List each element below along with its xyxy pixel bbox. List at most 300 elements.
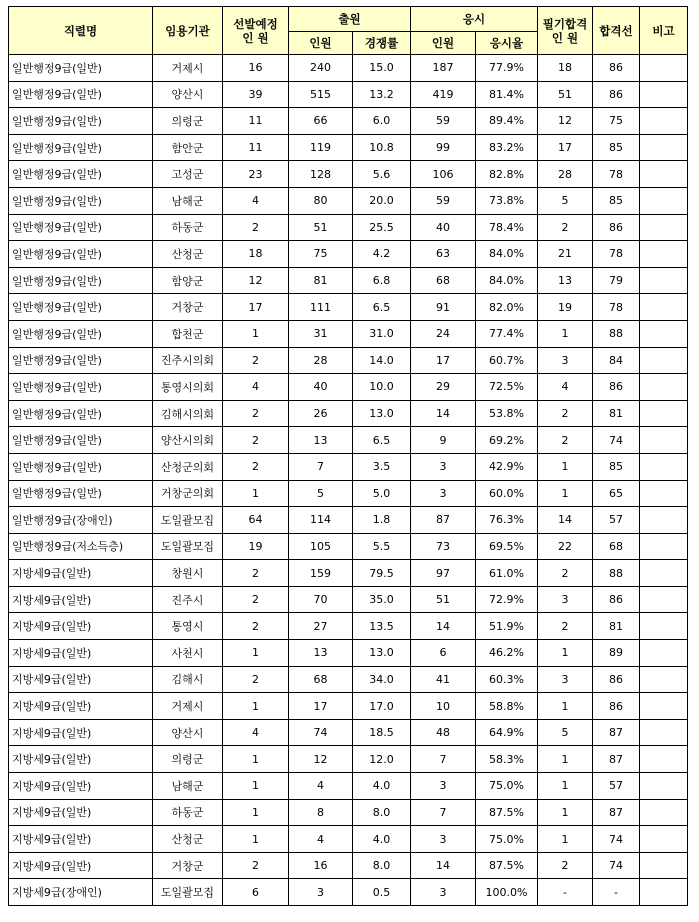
cell-applied-count: 80 — [289, 187, 353, 214]
cell-cutoff: 86 — [593, 81, 640, 108]
cell-applied-count: 51 — [289, 214, 353, 241]
cell-note — [640, 81, 688, 108]
cell-planned: 2 — [223, 586, 289, 613]
cell-agency: 거제시 — [153, 693, 223, 720]
cell-applied-count: 4 — [289, 773, 353, 800]
cell-competition: 4.0 — [353, 826, 411, 853]
table-row — [9, 214, 688, 241]
cell-cutoff: 78 — [593, 161, 640, 188]
cell-passed: 1 — [538, 799, 593, 826]
cell-note — [640, 852, 688, 879]
cell-took-rate: 83.2% — [476, 134, 538, 161]
cell-competition: 15.0 — [353, 55, 411, 82]
cell-took-count: 73 — [411, 533, 476, 560]
cell-planned: 2 — [223, 347, 289, 374]
cell-competition: 5.6 — [353, 161, 411, 188]
cell-took-count: 29 — [411, 374, 476, 401]
cell-agency: 의령군 — [153, 108, 223, 135]
cell-agency: 진주시 — [153, 586, 223, 613]
cell-cutoff: 86 — [593, 586, 640, 613]
cell-planned: 2 — [223, 400, 289, 427]
header-passed-line1: 필기합격 — [542, 16, 588, 31]
cell-planned: 1 — [223, 320, 289, 347]
cell-job: 일반행정9급(일반) — [9, 81, 153, 108]
cell-took-count: 99 — [411, 134, 476, 161]
cell-planned: 1 — [223, 826, 289, 853]
cell-job: 지방세9급(일반) — [9, 693, 153, 720]
cell-cutoff: 78 — [593, 241, 640, 268]
cell-planned: 6 — [223, 879, 289, 906]
table-row — [9, 533, 688, 560]
cell-passed: 1 — [538, 453, 593, 480]
cell-took-rate: 64.9% — [476, 719, 538, 746]
header-note: 비고 — [640, 7, 688, 55]
cell-job: 지방세9급(일반) — [9, 746, 153, 773]
cell-competition: 8.0 — [353, 852, 411, 879]
cell-took-count: 106 — [411, 161, 476, 188]
table-row — [9, 347, 688, 374]
cell-took-rate: 73.8% — [476, 187, 538, 214]
cell-agency: 진주시의회 — [153, 347, 223, 374]
cell-planned: 1 — [223, 773, 289, 800]
cell-agency: 사천시 — [153, 640, 223, 667]
cell-applied-count: 27 — [289, 613, 353, 640]
cell-passed: 51 — [538, 81, 593, 108]
cell-agency: 도일괄모집 — [153, 879, 223, 906]
cell-job: 일반행정9급(일반) — [9, 108, 153, 135]
cell-cutoff: 68 — [593, 533, 640, 560]
table-row — [9, 400, 688, 427]
cell-job: 지방세9급(일반) — [9, 640, 153, 667]
cell-job: 지방세9급(일반) — [9, 799, 153, 826]
cell-applied-count: 4 — [289, 826, 353, 853]
cell-cutoff: 86 — [593, 214, 640, 241]
cell-took-rate: 42.9% — [476, 453, 538, 480]
cell-competition: 20.0 — [353, 187, 411, 214]
cell-note — [640, 826, 688, 853]
cell-planned: 11 — [223, 134, 289, 161]
table-row — [9, 746, 688, 773]
cell-cutoff: 86 — [593, 693, 640, 720]
table-row — [9, 320, 688, 347]
cell-job: 일반행정9급(일반) — [9, 453, 153, 480]
cell-planned: 2 — [223, 453, 289, 480]
cell-planned: 23 — [223, 161, 289, 188]
header-took-count: 인원 — [411, 32, 476, 55]
cell-job: 일반행정9급(일반) — [9, 347, 153, 374]
cell-job: 지방세9급(일반) — [9, 826, 153, 853]
cell-took-rate: 87.5% — [476, 852, 538, 879]
table-row — [9, 81, 688, 108]
cell-note — [640, 134, 688, 161]
cell-note — [640, 427, 688, 454]
cell-agency: 거창군 — [153, 852, 223, 879]
header-applied: 출원 — [289, 7, 411, 32]
header-agency: 임용기관 — [153, 7, 223, 55]
cell-job: 일반행정9급(일반) — [9, 374, 153, 401]
cell-agency: 남해군 — [153, 187, 223, 214]
table-row — [9, 693, 688, 720]
cell-applied-count: 515 — [289, 81, 353, 108]
cell-agency: 합천군 — [153, 320, 223, 347]
cell-passed: 17 — [538, 134, 593, 161]
cell-cutoff: 87 — [593, 746, 640, 773]
table-row — [9, 613, 688, 640]
cell-agency: 양산시의회 — [153, 427, 223, 454]
cell-cutoff: 74 — [593, 826, 640, 853]
cell-note — [640, 400, 688, 427]
cell-agency: 산청군의회 — [153, 453, 223, 480]
cell-applied-count: 114 — [289, 507, 353, 534]
cell-took-count: 40 — [411, 214, 476, 241]
cell-took-rate: 72.5% — [476, 374, 538, 401]
cell-job: 일반행정9급(일반) — [9, 267, 153, 294]
table-row — [9, 55, 688, 82]
cell-passed: 3 — [538, 586, 593, 613]
cell-planned: 2 — [223, 852, 289, 879]
cell-took-rate: 53.8% — [476, 400, 538, 427]
cell-applied-count: 12 — [289, 746, 353, 773]
cell-competition: 4.2 — [353, 241, 411, 268]
cell-job: 일반행정9급(일반) — [9, 427, 153, 454]
cell-planned: 4 — [223, 187, 289, 214]
cell-took-count: 7 — [411, 799, 476, 826]
cell-took-count: 87 — [411, 507, 476, 534]
cell-competition: 6.0 — [353, 108, 411, 135]
cell-applied-count: 159 — [289, 560, 353, 587]
header-took: 응시 — [411, 7, 538, 32]
cell-passed: 5 — [538, 719, 593, 746]
cell-cutoff: 86 — [593, 374, 640, 401]
cell-applied-count: 17 — [289, 693, 353, 720]
cell-competition: 5.5 — [353, 533, 411, 560]
table-row — [9, 453, 688, 480]
cell-applied-count: 70 — [289, 586, 353, 613]
cell-applied-count: 75 — [289, 241, 353, 268]
cell-agency: 도일괄모집 — [153, 533, 223, 560]
cell-passed: 2 — [538, 852, 593, 879]
table-row — [9, 427, 688, 454]
cell-note — [640, 480, 688, 507]
cell-took-count: 10 — [411, 693, 476, 720]
cell-job: 지방세9급(일반) — [9, 852, 153, 879]
header-job: 직렬명 — [9, 7, 153, 55]
header-cutoff: 합격선 — [593, 7, 640, 55]
cell-job: 지방세9급(일반) — [9, 586, 153, 613]
cell-cutoff: 89 — [593, 640, 640, 667]
cell-passed: 1 — [538, 320, 593, 347]
cell-competition: 17.0 — [353, 693, 411, 720]
cell-planned: 2 — [223, 214, 289, 241]
table-row — [9, 294, 688, 321]
cell-took-rate: 77.4% — [476, 320, 538, 347]
table-row — [9, 241, 688, 268]
cell-competition: 13.5 — [353, 613, 411, 640]
cell-passed: 3 — [538, 347, 593, 374]
cell-note — [640, 640, 688, 667]
cell-cutoff: 81 — [593, 613, 640, 640]
cell-passed: 19 — [538, 294, 593, 321]
cell-job: 지방세9급(일반) — [9, 666, 153, 693]
cell-planned: 1 — [223, 480, 289, 507]
cell-applied-count: 28 — [289, 347, 353, 374]
cell-job: 일반행정9급(일반) — [9, 400, 153, 427]
cell-planned: 2 — [223, 560, 289, 587]
cell-applied-count: 74 — [289, 719, 353, 746]
cell-applied-count: 8 — [289, 799, 353, 826]
cell-planned: 1 — [223, 746, 289, 773]
cell-took-count: 3 — [411, 480, 476, 507]
cell-competition: 6.5 — [353, 427, 411, 454]
table-row — [9, 507, 688, 534]
cell-competition: 6.5 — [353, 294, 411, 321]
cell-job: 일반행정9급(일반) — [9, 214, 153, 241]
cell-took-count: 68 — [411, 267, 476, 294]
cell-applied-count: 7 — [289, 453, 353, 480]
cell-took-count: 3 — [411, 773, 476, 800]
table-row — [9, 560, 688, 587]
cell-applied-count: 16 — [289, 852, 353, 879]
cell-planned: 4 — [223, 719, 289, 746]
cell-competition: 4.0 — [353, 773, 411, 800]
cell-took-count: 48 — [411, 719, 476, 746]
cell-took-count: 9 — [411, 427, 476, 454]
cell-job: 일반행정9급(일반) — [9, 294, 153, 321]
header-applied-count: 인원 — [289, 32, 353, 55]
cell-job: 일반행정9급(저소득층) — [9, 533, 153, 560]
cell-agency: 남해군 — [153, 773, 223, 800]
cell-note — [640, 613, 688, 640]
cell-planned: 18 — [223, 241, 289, 268]
cell-agency: 하동군 — [153, 214, 223, 241]
cell-job: 일반행정9급(일반) — [9, 480, 153, 507]
cell-took-rate: 58.8% — [476, 693, 538, 720]
cell-note — [640, 773, 688, 800]
cell-passed: 2 — [538, 613, 593, 640]
table-row — [9, 586, 688, 613]
table-row — [9, 640, 688, 667]
cell-cutoff: 85 — [593, 453, 640, 480]
cell-took-count: 59 — [411, 187, 476, 214]
cell-job: 지방세9급(일반) — [9, 773, 153, 800]
cell-applied-count: 119 — [289, 134, 353, 161]
cell-job: 지방세9급(일반) — [9, 560, 153, 587]
cell-note — [640, 453, 688, 480]
cell-competition: 13.0 — [353, 400, 411, 427]
cell-took-rate: 69.2% — [476, 427, 538, 454]
cell-cutoff: 87 — [593, 799, 640, 826]
cell-agency: 김해시의회 — [153, 400, 223, 427]
cell-took-rate: 84.0% — [476, 267, 538, 294]
cell-planned: 39 — [223, 81, 289, 108]
cell-planned: 1 — [223, 693, 289, 720]
cell-passed: 1 — [538, 693, 593, 720]
cell-planned: 4 — [223, 374, 289, 401]
cell-agency: 통영시 — [153, 613, 223, 640]
cell-took-rate: 100.0% — [476, 879, 538, 906]
cell-note — [640, 214, 688, 241]
cell-applied-count: 81 — [289, 267, 353, 294]
cell-agency: 함안군 — [153, 134, 223, 161]
table-row — [9, 161, 688, 188]
cell-note — [640, 267, 688, 294]
cell-cutoff: 81 — [593, 400, 640, 427]
cell-job: 일반행정9급(일반) — [9, 55, 153, 82]
cell-took-count: 41 — [411, 666, 476, 693]
table-row — [9, 267, 688, 294]
cell-planned: 2 — [223, 666, 289, 693]
cell-took-count: 7 — [411, 746, 476, 773]
cell-note — [640, 507, 688, 534]
cell-competition: 1.8 — [353, 507, 411, 534]
cell-took-count: 6 — [411, 640, 476, 667]
cell-competition: 10.0 — [353, 374, 411, 401]
cell-cutoff: 78 — [593, 294, 640, 321]
cell-planned: 1 — [223, 640, 289, 667]
cell-took-count: 14 — [411, 852, 476, 879]
cell-passed: 28 — [538, 161, 593, 188]
cell-job: 일반행정9급(일반) — [9, 187, 153, 214]
cell-cutoff: 74 — [593, 852, 640, 879]
cell-note — [640, 879, 688, 906]
cell-competition: 18.5 — [353, 719, 411, 746]
cell-cutoff: 74 — [593, 427, 640, 454]
cell-agency: 함양군 — [153, 267, 223, 294]
cell-took-rate: 60.7% — [476, 347, 538, 374]
cell-agency: 산청군 — [153, 826, 223, 853]
cell-note — [640, 799, 688, 826]
cell-agency: 양산시 — [153, 719, 223, 746]
cell-note — [640, 586, 688, 613]
cell-passed: 1 — [538, 746, 593, 773]
cell-took-rate: 84.0% — [476, 241, 538, 268]
cell-competition: 25.5 — [353, 214, 411, 241]
cell-note — [640, 533, 688, 560]
cell-competition: 34.0 — [353, 666, 411, 693]
cell-passed: 22 — [538, 533, 593, 560]
cell-agency: 고성군 — [153, 161, 223, 188]
cell-passed: 1 — [538, 640, 593, 667]
table-row — [9, 879, 688, 906]
cell-planned: 17 — [223, 294, 289, 321]
cell-cutoff: 86 — [593, 666, 640, 693]
cell-competition: 10.8 — [353, 134, 411, 161]
table-row — [9, 826, 688, 853]
cell-cutoff: 57 — [593, 507, 640, 534]
cell-took-rate: 75.0% — [476, 826, 538, 853]
header-passed-line2: 인 원 — [551, 30, 579, 45]
cell-took-count: 3 — [411, 879, 476, 906]
cell-job: 일반행정9급(일반) — [9, 320, 153, 347]
table-row — [9, 799, 688, 826]
cell-applied-count: 111 — [289, 294, 353, 321]
cell-passed: - — [538, 879, 593, 906]
cell-agency: 거창군 — [153, 294, 223, 321]
cell-passed: 12 — [538, 108, 593, 135]
cell-note — [640, 294, 688, 321]
cell-took-rate: 82.0% — [476, 294, 538, 321]
cell-note — [640, 187, 688, 214]
table-row — [9, 374, 688, 401]
cell-planned: 11 — [223, 108, 289, 135]
cell-note — [640, 241, 688, 268]
cell-took-count: 14 — [411, 400, 476, 427]
header-planned — [223, 7, 289, 55]
cell-took-count: 59 — [411, 108, 476, 135]
cell-job: 일반행정9급(장애인) — [9, 507, 153, 534]
cell-note — [640, 666, 688, 693]
cell-job: 일반행정9급(일반) — [9, 241, 153, 268]
cell-competition: 14.0 — [353, 347, 411, 374]
cell-took-rate: 87.5% — [476, 799, 538, 826]
header-took-rate: 응시율 — [476, 32, 538, 55]
cell-took-rate: 60.3% — [476, 666, 538, 693]
cell-note — [640, 161, 688, 188]
cell-note — [640, 108, 688, 135]
cell-passed: 2 — [538, 560, 593, 587]
cell-took-count: 91 — [411, 294, 476, 321]
cell-passed: 18 — [538, 55, 593, 82]
cell-took-rate: 61.0% — [476, 560, 538, 587]
cell-competition: 3.5 — [353, 453, 411, 480]
cell-planned: 2 — [223, 613, 289, 640]
cell-took-count: 17 — [411, 347, 476, 374]
cell-took-rate: 75.0% — [476, 773, 538, 800]
cell-planned: 2 — [223, 427, 289, 454]
cell-took-count: 419 — [411, 81, 476, 108]
cell-applied-count: 66 — [289, 108, 353, 135]
cell-cutoff: 85 — [593, 187, 640, 214]
cell-competition: 5.0 — [353, 480, 411, 507]
cell-job: 일반행정9급(일반) — [9, 161, 153, 188]
results-table — [8, 6, 688, 906]
cell-applied-count: 5 — [289, 480, 353, 507]
cell-cutoff: 75 — [593, 108, 640, 135]
cell-took-rate: 89.4% — [476, 108, 538, 135]
table-row — [9, 480, 688, 507]
table-row — [9, 108, 688, 135]
cell-passed: 14 — [538, 507, 593, 534]
cell-took-count: 24 — [411, 320, 476, 347]
cell-took-rate: 72.9% — [476, 586, 538, 613]
cell-took-count: 97 — [411, 560, 476, 587]
cell-job: 지방세9급(일반) — [9, 719, 153, 746]
cell-note — [640, 347, 688, 374]
cell-passed: 5 — [538, 187, 593, 214]
cell-applied-count: 105 — [289, 533, 353, 560]
cell-passed: 1 — [538, 480, 593, 507]
cell-note — [640, 560, 688, 587]
cell-note — [640, 693, 688, 720]
cell-note — [640, 55, 688, 82]
header-planned-line2: 인 원 — [242, 30, 269, 45]
cell-took-rate: 58.3% — [476, 746, 538, 773]
cell-planned: 1 — [223, 799, 289, 826]
table-row — [9, 666, 688, 693]
cell-took-rate: 81.4% — [476, 81, 538, 108]
cell-job: 일반행정9급(일반) — [9, 134, 153, 161]
cell-applied-count: 31 — [289, 320, 353, 347]
cell-cutoff: 79 — [593, 267, 640, 294]
cell-competition: 79.5 — [353, 560, 411, 587]
cell-planned: 12 — [223, 267, 289, 294]
cell-note — [640, 746, 688, 773]
cell-passed: 1 — [538, 826, 593, 853]
cell-took-count: 14 — [411, 613, 476, 640]
table-row — [9, 187, 688, 214]
cell-applied-count: 3 — [289, 879, 353, 906]
cell-job: 지방세9급(일반) — [9, 613, 153, 640]
